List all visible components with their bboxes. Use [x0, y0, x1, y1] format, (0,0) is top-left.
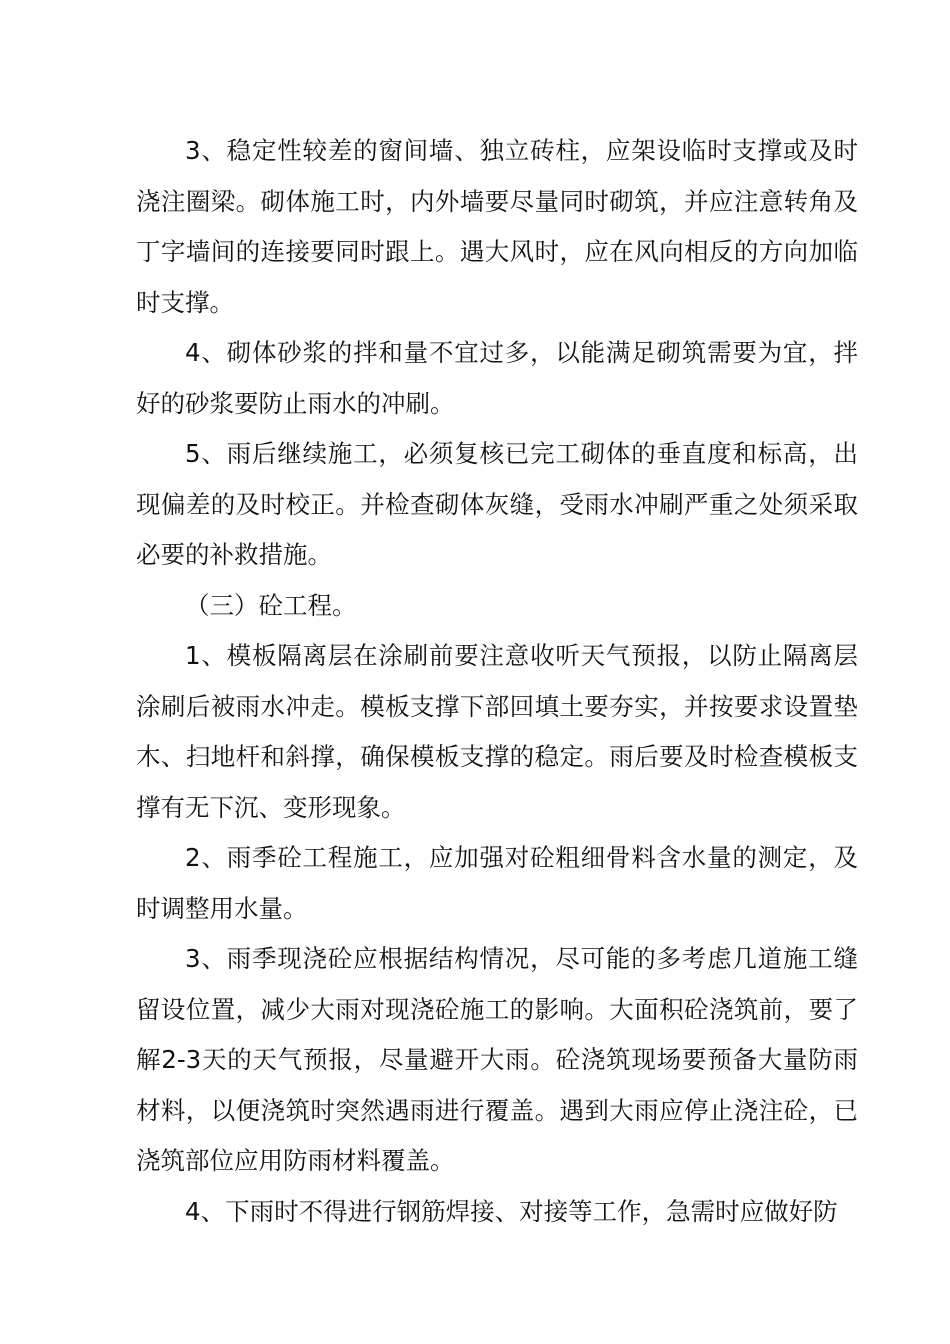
paragraph-concrete-1: 1、模板隔离层在涂刷前要注意收听天气预报，以防止隔离层涂刷后被雨水冲走。模板支撑下部回填土要夯实，并按要求设置垫木、扫地杆和斜撑，确保模板支撑的稳定。雨后要及时检查模板支撑有无下沉、变形现象。 [136, 641, 858, 822]
paragraph-concrete-3: 3、雨季现浇砼应根据结构情况，尽可能的多考虑几道施工缝留设位置，减少大雨对现浇砼施工的影响。大面积砼浇筑前，要了解2-3天的天气预报，尽量避开大雨。砼浇筑现场要预备大量防雨材料，以便浇筑时突然遇雨进行覆盖。遇到大雨应停止浇注砼，已浇筑部位应用防雨材料覆盖。 [136, 944, 858, 1175]
paragraph-masonry-5: 5、雨后继续施工，必须复核已完工砌体的垂直度和标高，出现偏差的及时校正。并检查砌体灰缝，受雨水冲刷严重之处须采取必要的补救措施。 [136, 439, 858, 569]
paragraph-concrete-2: 2、雨季砼工程施工，应加强对砼粗细骨料含水量的测定，及时调整用水量。 [136, 843, 858, 923]
document-body [136, 126, 858, 1237]
paragraph-masonry-3: 3、稳定性较差的窗间墙、独立砖柱，应架设临时支撑或及时浇注圈梁。砌体施工时，内外墙要尽量同时砌筑，并应注意转角及丁字墙间的连接要同时跟上。遇大风时，应在风向相反的方向加临时支撑。 [136, 136, 858, 317]
paragraph-masonry-4: 4、砌体砂浆的拌和量不宜过多，以能满足砌筑需要为宜，拌好的砂浆要防止雨水的冲刷。 [136, 338, 858, 418]
paragraph-concrete-4: 4、下雨时不得进行钢筋焊接、对接等工作，急需时应做好防 [185, 1196, 838, 1226]
section-heading-concrete: （三）砼工程。 [185, 590, 357, 620]
